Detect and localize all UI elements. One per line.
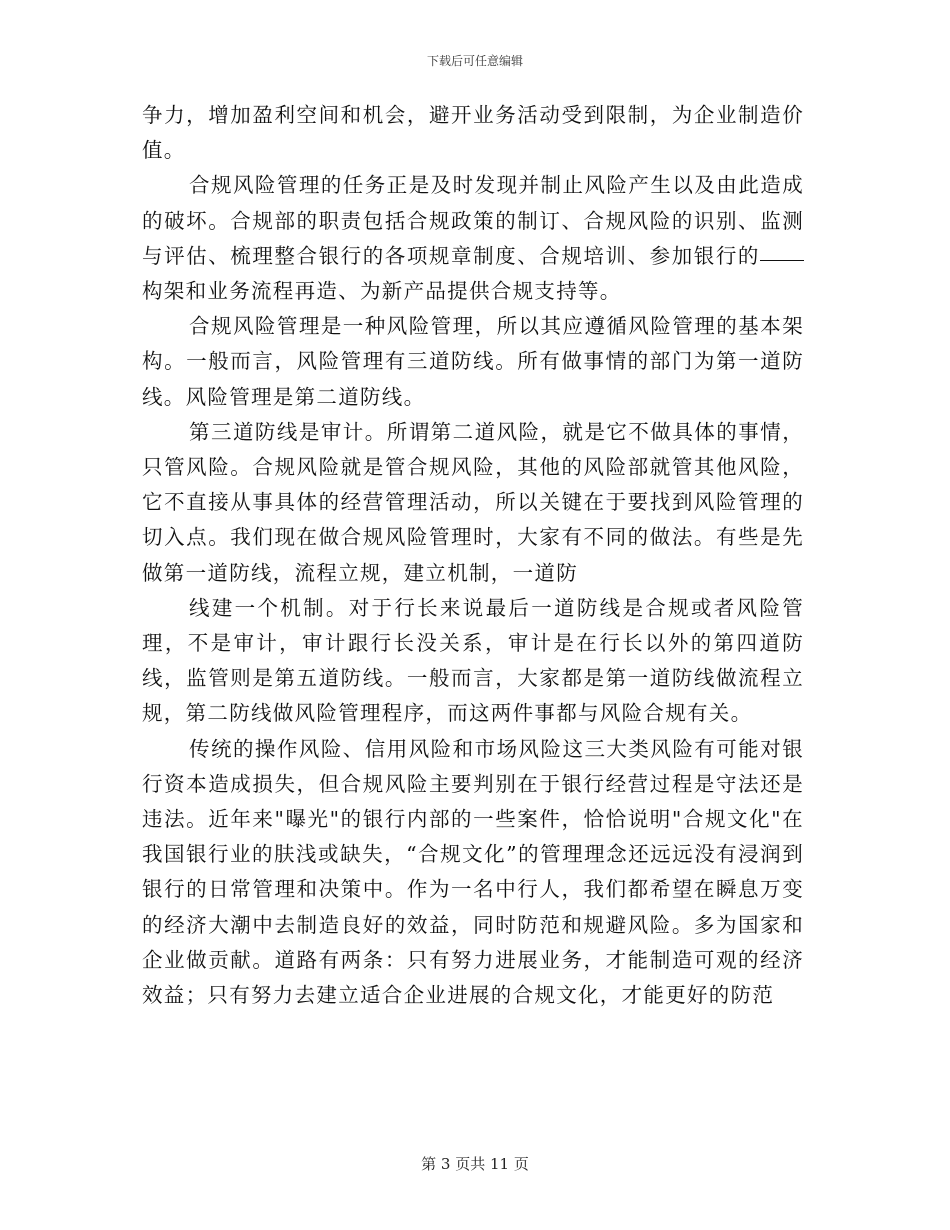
paragraph-2-text-b: 构架和业务流程再造、为新产品提供合规支持等。 [142, 279, 622, 304]
paragraph-1: 争力，增加盈利空间和机会，避开业务活动受到限制，为企业制造价值。 [142, 103, 804, 163]
blank-underline [760, 259, 804, 261]
paragraph-6: 传统的操作风险、信用风险和市场风险这三大类风险有可能对银行资本造成损失，但合规风险主要判别在于银行经营过程是守法还是违法。近年来"曝光"的银行内部的一些案件，恰恰说明"合规文化"在我国银行业的肤浅或缺失，“合规文化”的管理理念还远远没有浸润到银行的日常管理和决策中。作为一名中行人，我们都希望在瞬息万变的经济大潮中去制造良好的效益，同时防范和规避风险。多为国家和企业做贡献。道路有两条：只有努力进展业务，才能制造可观的经济效益；只有努力去建立适合企业进展的合规文化，才能更好的防范 [142, 736, 804, 1008]
paragraph-3: 合规风险管理是一种风险管理，所以其应遵循风险管理的基本架构。一般而言，风险管理有三道防线。所有做事情的部门为第一道防线。风险管理是第二道防线。 [142, 314, 804, 409]
page-footer: 第 3 页共 11 页 [421, 1155, 529, 1173]
paragraph-2 [142, 168, 804, 309]
page-header: 下载后可任意编辑 [426, 54, 523, 68]
paragraph-2-text-a: 合规风险管理的任务正是及时发现并制止风险产生以及由此造成的破坏。合规部的职责包括合规政策的制订、合规风险的识别、监测与评估、梳理整合银行的各项规章制度、合规培训、参加银行的 [142, 173, 804, 268]
paragraph-4: 第三道防线是审计。所谓第二道风险，就是它不做具体的事情，只管风险。合规风险就是管合规风险，其他的风险部就管其他风险，它不直接从事具体的经营管理活动，所以关键在于要找到风险管理的切入点。我们现在做合规风险管理时，大家有不同的做法。有些是先做第一道防线，流程立规，建立机制，一道防 [142, 419, 804, 585]
document-body [142, 98, 804, 1013]
paragraph-5: 线建一个机制。对于行长来说最后一道防线是合规或者风险管理，不是审计，审计跟行长没关系，审计是在行长以外的第四道防线，监管则是第五道防线。一般而言，大家都是第一道防线做流程立规，第二防线做风险管理程序，而这两件事都与风险合规有关。 [142, 595, 804, 726]
